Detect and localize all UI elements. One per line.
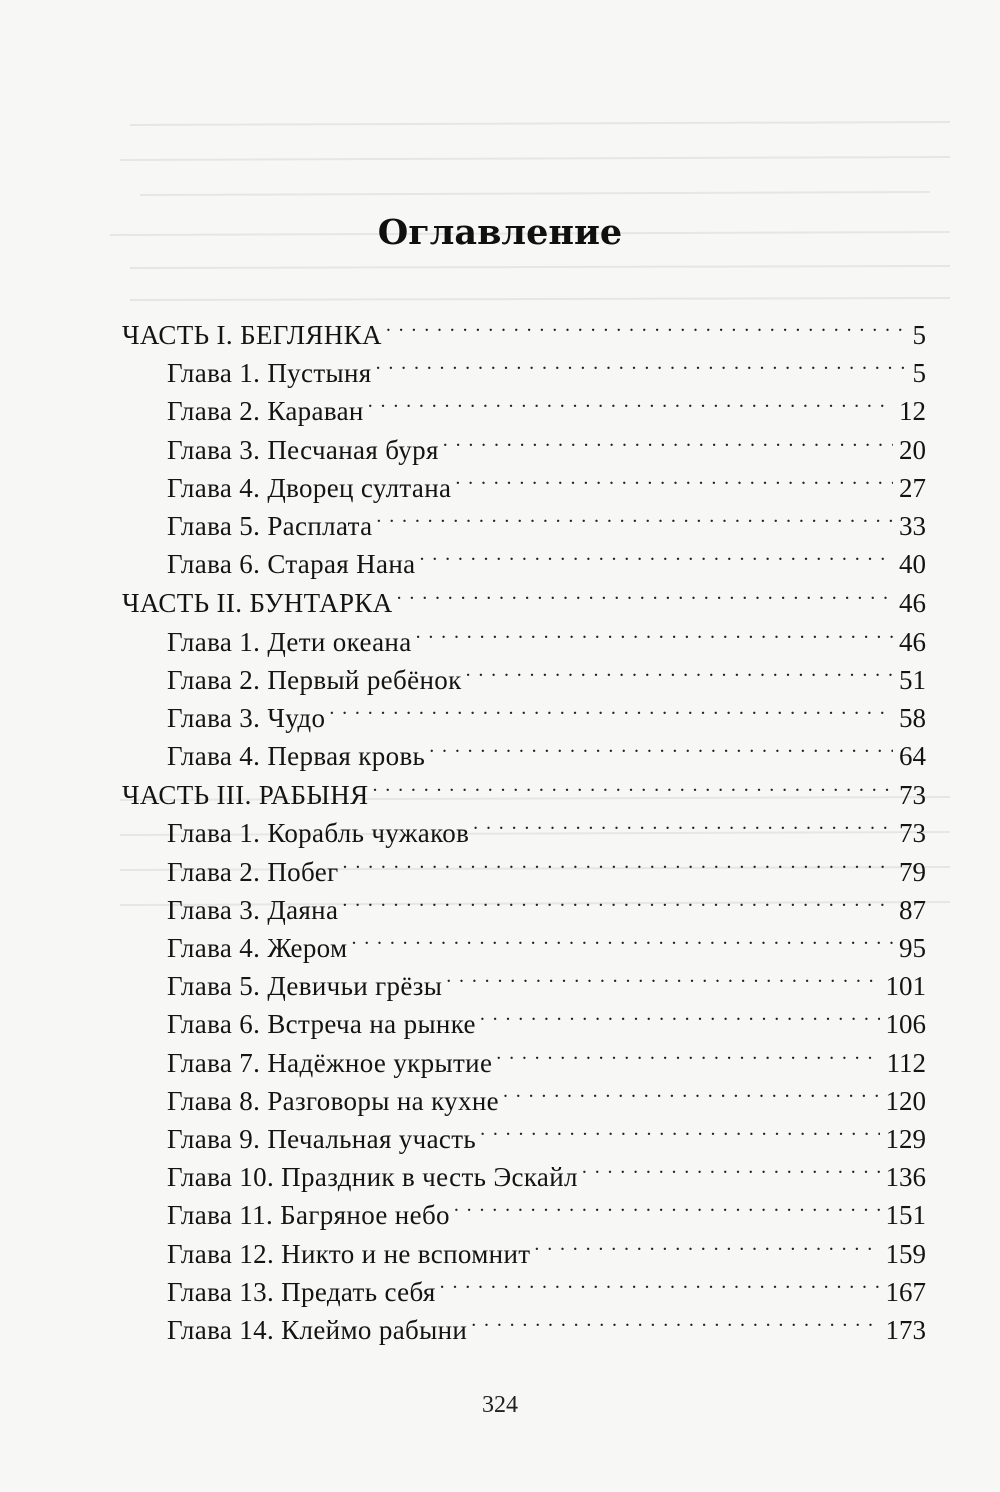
toc-chapter-entry (122, 1186, 926, 1231)
toc-chapter-entry (122, 1034, 926, 1078)
dot-leader (446, 957, 879, 995)
toc-entry-title: Глава 3. Чудо (167, 702, 326, 733)
toc-entry-title: Глава 3. Даяна (167, 894, 339, 925)
toc-entry-page: 159 (885, 1238, 926, 1269)
dot-leader (416, 613, 893, 651)
toc-entry-title: ЧАСТЬ I. БЕГЛЯНКА (122, 320, 382, 350)
dot-leader (471, 1301, 879, 1339)
toc-entry-title: Глава 5. Расплата (167, 510, 373, 541)
dot-leader (420, 535, 894, 573)
toc-entry-page: 46 (899, 626, 926, 657)
toc-entry-page: 129 (885, 1123, 926, 1154)
toc-chapter-entry (122, 1301, 926, 1345)
dot-leader (368, 382, 893, 420)
toc-entry-page: 33 (899, 510, 926, 541)
dot-leader (397, 574, 893, 612)
toc-entry-title: Глава 6. Встреча на рынке (167, 1009, 476, 1040)
toc-chapter-entry (122, 881, 926, 925)
toc-entry-title: Глава 8. Разговоры на кухне (167, 1085, 499, 1116)
toc-chapter-entry (122, 1148, 926, 1193)
toc-chapter-entry (122, 995, 926, 1040)
dot-leader (329, 689, 893, 727)
toc-entry-page: 64 (899, 741, 926, 772)
table-of-contents (122, 306, 926, 1345)
dot-leader (480, 995, 880, 1033)
toc-entry-page: 79 (899, 856, 926, 887)
dot-leader (373, 766, 894, 804)
toc-entry-title: Глава 2. Побег (167, 856, 339, 887)
toc-entry-page: 51 (899, 664, 926, 695)
toc-entry-page: 136 (885, 1162, 926, 1193)
toc-chapter-entry (122, 1110, 926, 1154)
toc-entry-page: 106 (885, 1009, 926, 1040)
toc-entry-page: 73 (899, 780, 926, 811)
toc-chapter-entry (122, 804, 926, 849)
toc-entry-title: Глава 9. Печальная участь (167, 1123, 477, 1154)
dot-leader (582, 1148, 880, 1186)
toc-entry-title: Глава 4. Жером (167, 933, 348, 963)
toc-entry-page: 46 (899, 588, 926, 619)
toc-entry-page: 40 (899, 549, 926, 580)
toc-chapter-entry (122, 382, 926, 427)
toc-entry-title: Глава 5. Девичьи грёзы (167, 971, 443, 1002)
toc-chapter-entry (122, 1263, 926, 1307)
page-number: 324 (482, 1392, 518, 1418)
dot-leader (443, 421, 893, 459)
toc-entry-title: Глава 7. Надёжное укрытие (167, 1047, 493, 1078)
dot-leader (376, 497, 893, 535)
toc-chapter-entry (122, 651, 926, 695)
dot-leader (376, 344, 907, 382)
toc-entry-page: 120 (885, 1085, 926, 1116)
dot-leader (440, 1263, 880, 1301)
toc-entry-page: 167 (885, 1276, 926, 1307)
toc-chapter-entry (122, 689, 926, 733)
toc-chapter-entry (122, 957, 926, 1002)
toc-entry-page: 58 (899, 702, 926, 733)
dot-leader (386, 306, 907, 344)
toc-entry-title: ЧАСТЬ III. РАБЫНЯ (122, 780, 369, 811)
toc-entry-page: 27 (899, 472, 926, 503)
toc-entry-title: Глава 2. Караван (167, 396, 364, 427)
toc-chapter-entry (122, 344, 926, 389)
toc-entry-page: 73 (899, 818, 926, 849)
toc-entry-title: Глава 3. Песчаная буря (167, 434, 439, 465)
toc-entry-page: 12 (899, 396, 926, 427)
toc-entry-page: 112 (886, 1047, 926, 1078)
dot-leader (534, 1225, 879, 1263)
dot-leader (473, 804, 893, 842)
toc-entry-page: 87 (899, 894, 926, 925)
toc-entry-title: Глава 14. Клеймо рабыни (167, 1314, 468, 1345)
dot-leader (429, 727, 893, 765)
toc-entry-title: Глава 11. Багряное небо (167, 1200, 450, 1231)
toc-chapter-entry (122, 727, 926, 772)
toc-entry-page: 95 (899, 933, 926, 963)
dot-leader (503, 1072, 880, 1110)
dot-leader (351, 919, 893, 957)
dot-leader (480, 1110, 879, 1148)
toc-chapter-entry (122, 919, 926, 963)
toc-chapter-entry (122, 843, 926, 887)
toc-entry-title: Глава 13. Предать себя (167, 1276, 436, 1307)
dot-leader (343, 843, 893, 881)
toc-entry-page: 173 (885, 1314, 926, 1345)
toc-entry-title: Глава 6. Старая Нана (167, 549, 416, 580)
toc-chapter-entry (122, 421, 926, 465)
toc-part-entry (122, 574, 926, 619)
toc-part-entry (122, 766, 926, 811)
toc-entry-title: ЧАСТЬ II. БУНТАРКА (122, 588, 393, 619)
toc-entry-title: Глава 4. Первая кровь (167, 741, 426, 772)
toc-entry-title: Глава 1. Дети океана (167, 626, 412, 657)
dot-leader (342, 881, 893, 919)
toc-chapter-entry (122, 1072, 926, 1116)
toc-entry-title: Глава 12. Никто и не вспомнит (167, 1238, 531, 1269)
toc-entry-page: 151 (885, 1200, 926, 1231)
toc-entry-title: Глава 10. Праздник в честь Эскайл (167, 1162, 578, 1193)
page-title: Оглавление (377, 212, 623, 253)
dot-leader (454, 1186, 880, 1224)
toc-entry-page: 101 (885, 971, 926, 1002)
toc-part-entry (122, 306, 926, 350)
toc-entry-page: 20 (899, 434, 926, 465)
toc-chapter-entry (122, 535, 926, 580)
toc-chapter-entry (122, 613, 926, 657)
toc-chapter-entry (122, 497, 926, 541)
dot-leader (466, 651, 893, 689)
toc-entry-title: Глава 4. Дворец султана (167, 472, 452, 503)
toc-entry-page: 5 (912, 358, 926, 389)
toc-chapter-entry (122, 1225, 926, 1269)
toc-entry-title: Глава 1. Пустыня (167, 358, 372, 389)
dot-leader (455, 459, 893, 497)
dot-leader (496, 1034, 880, 1072)
toc-entry-title: Глава 2. Первый ребёнок (167, 664, 462, 695)
toc-entry-title: Глава 1. Корабль чужаков (167, 818, 470, 849)
toc-entry-page: 5 (912, 320, 926, 350)
toc-chapter-entry (122, 459, 926, 503)
